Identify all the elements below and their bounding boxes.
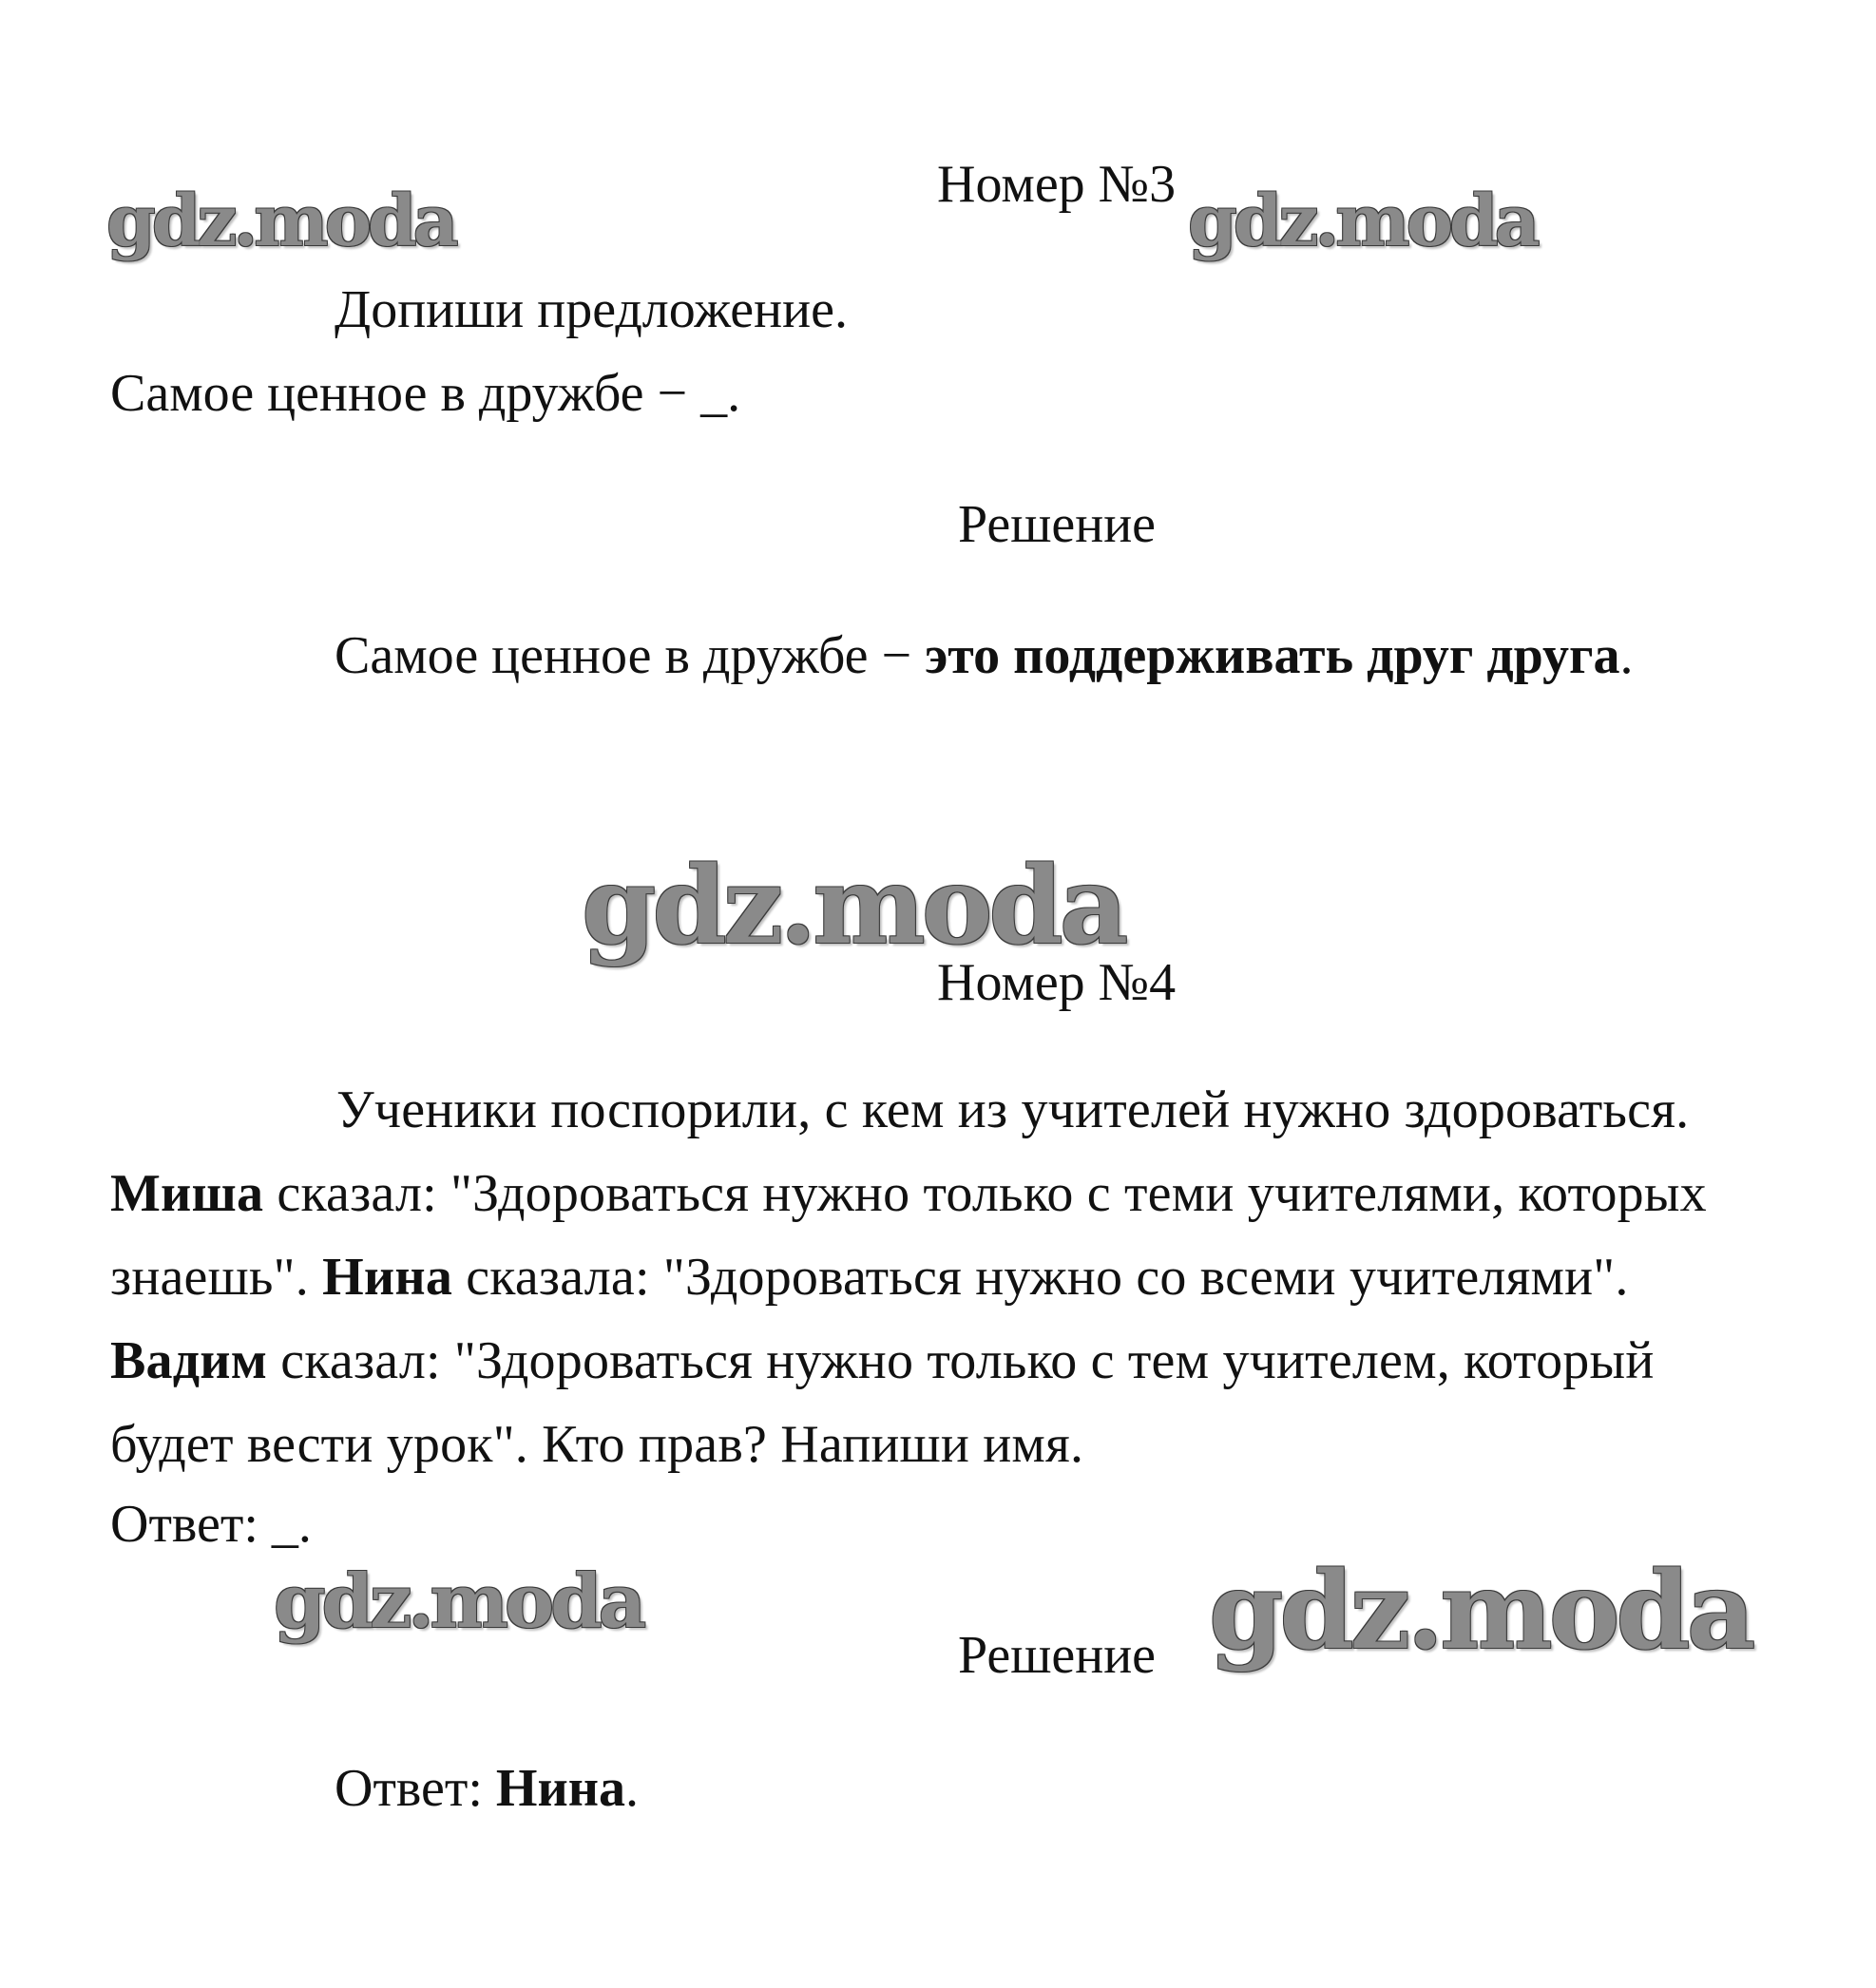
answer-prompt: Ответ: _.: [110, 1495, 312, 1554]
solution-heading: Решение: [958, 495, 1157, 554]
watermark-logo: gdz.moda: [274, 1558, 643, 1645]
name-vadim: Вадим: [110, 1331, 268, 1390]
task-text: сказала: "Здороваться нужно со всеми учителями".: [452, 1248, 1629, 1307]
watermark-logo: gdz.moda: [1188, 181, 1537, 262]
task-text: сказал: "Здороваться нужно только с тем учителем, который будет вести урок". Кто прав? Напиши имя.: [110, 1331, 1655, 1474]
task-instruction: Допиши предложение.: [335, 280, 848, 339]
answer-bold: Нина: [495, 1759, 626, 1818]
solution-answer: [335, 1747, 639, 1830]
watermark-logo: gdz.moda: [1209, 1549, 1752, 1673]
solution-heading: Решение: [958, 1626, 1157, 1685]
task-prompt: Самое ценное в дружбе − _.: [110, 364, 741, 423]
watermark-logo: gdz.moda: [582, 844, 1125, 968]
watermark-logo: gdz.moda: [106, 181, 455, 262]
answer-suffix: .: [625, 1759, 640, 1818]
name-misha: Миша: [110, 1164, 264, 1223]
task-heading: Номер №4: [937, 953, 1177, 1012]
answer-bold: это поддерживать друг друга: [925, 626, 1620, 685]
name-nina: Нина: [322, 1248, 453, 1307]
solution-answer: [335, 614, 1633, 698]
task-body: [110, 1068, 1783, 1486]
answer-text: Самое ценное в дружбе −: [335, 626, 926, 685]
task-text: сказал: "Здороваться нужно только с теми учителями, которых знаешь".: [110, 1164, 1707, 1307]
task-text: Ученики поспорили, с кем из учителей нужно здороваться.: [336, 1080, 1690, 1139]
task-heading: Номер №3: [937, 155, 1177, 214]
answer-suffix: .: [1619, 626, 1634, 685]
answer-text: Ответ:: [335, 1759, 496, 1818]
